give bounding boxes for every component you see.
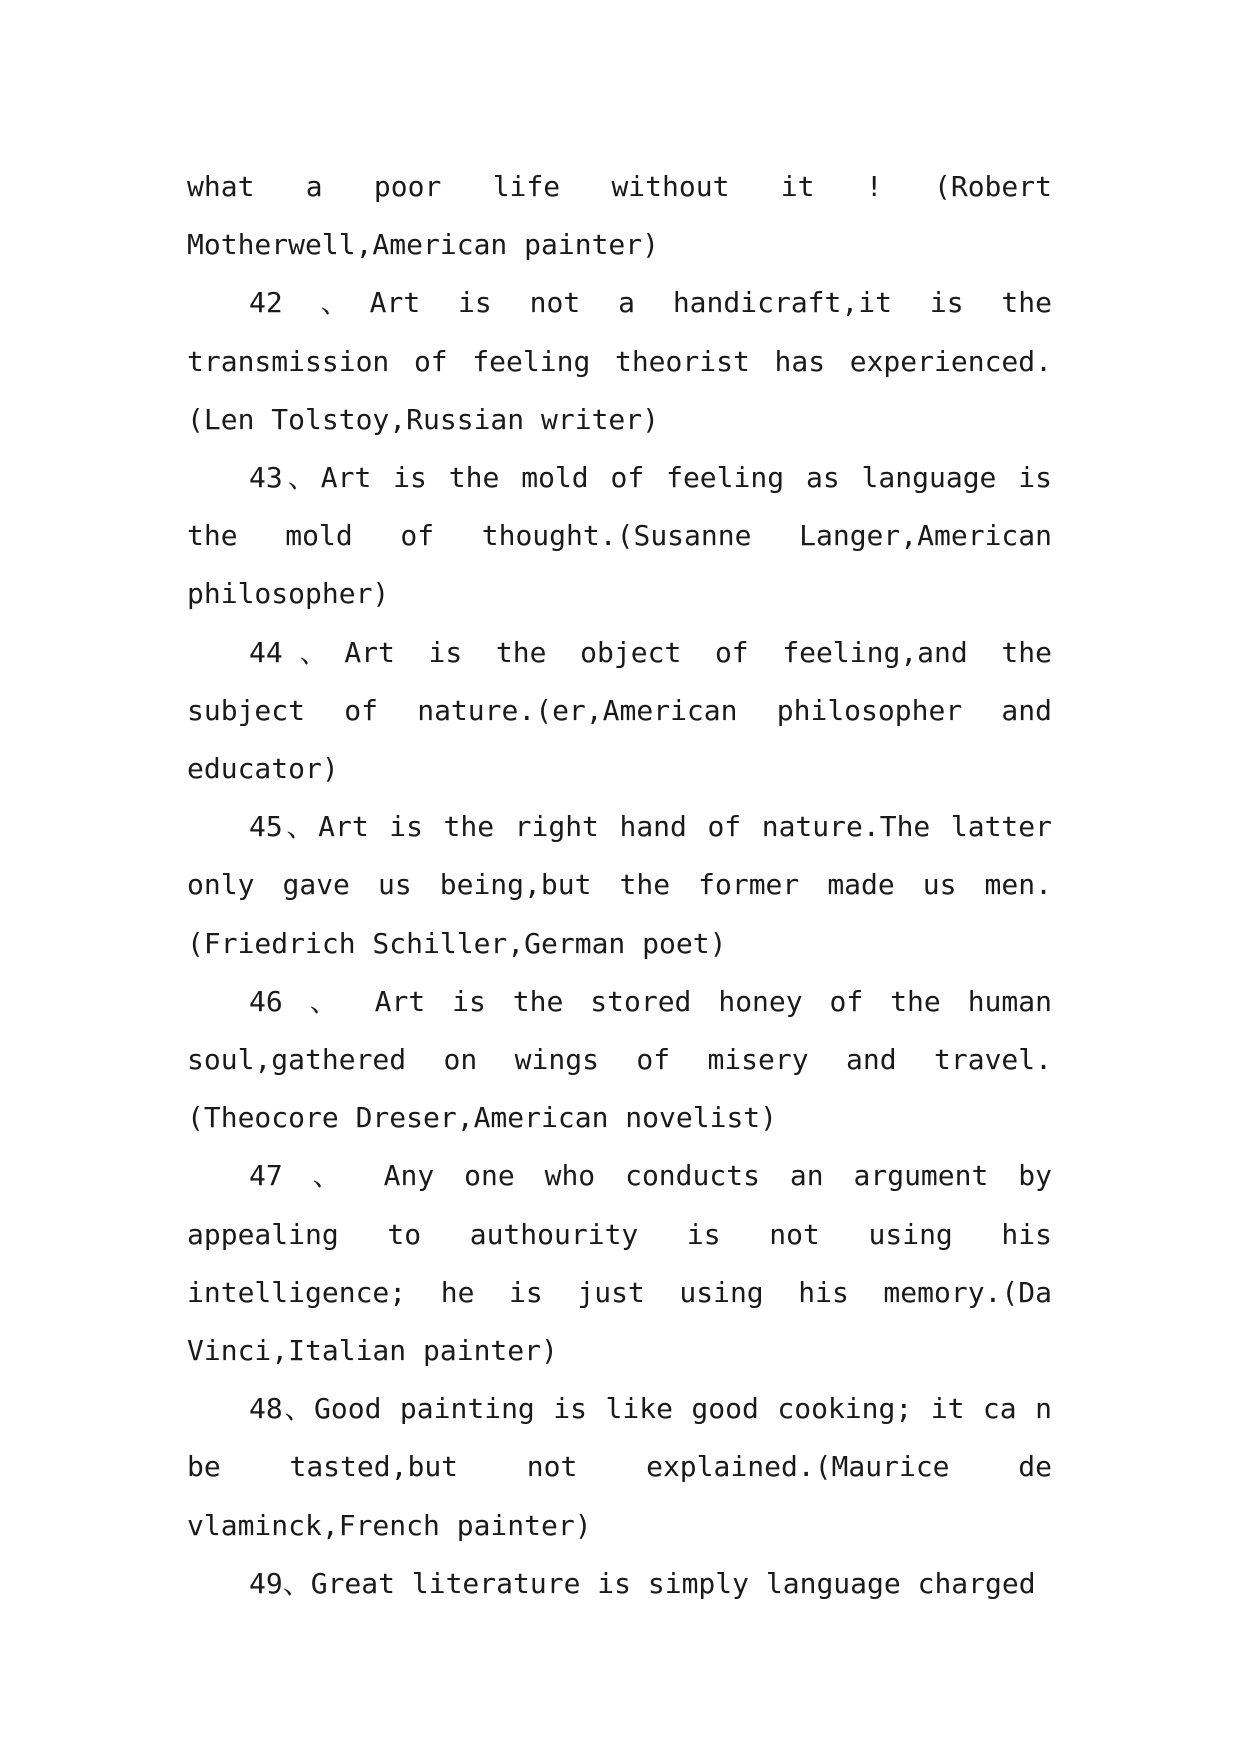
paragraph-motherwell-quote: what a poor life without it ! (Robert Motherwell,American painter) bbox=[187, 170, 1052, 262]
paragraph-quote-49: 49、Great literature is simply language charged bbox=[249, 1566, 1036, 1600]
paragraph-quote-45: 45、Art is the right hand of nature.The latter only gave us being,but the former made us men.(Friedrich Schiller,German poet) bbox=[187, 810, 1052, 960]
paragraph-quote-46: 46 、 Art is the stored honey of the human soul,gathered on wings of misery and travel.(Theocore Dreser,American novelist) bbox=[187, 984, 1052, 1135]
document-body bbox=[187, 158, 1052, 1613]
paragraph-quote-43: 43、Art is the mold of feeling as language is the mold of thought.(Susanne Langer,American philosopher) bbox=[187, 461, 1052, 611]
paragraph-quote-47: 47 、 Any one who conducts an argument by appealing to authourity is not using his intelligence; he is just using his memory.(Da Vinci,Italian painter) bbox=[187, 1159, 1052, 1368]
paragraph-quote-48: 48、Good painting is like good cooking; it ca n be tasted,but not explained.(Maurice de vlaminck,French painter) bbox=[187, 1392, 1052, 1542]
paragraph-quote-42: 42 、Art is not a handicraft,it is the transmission of feeling theorist has experienced.(Len Tolstoy,Russian writer) bbox=[187, 286, 1052, 436]
paragraph-quote-44: 44、Art is the object of feeling,and the subject of nature.(er,American philosopher and educator) bbox=[187, 635, 1052, 786]
